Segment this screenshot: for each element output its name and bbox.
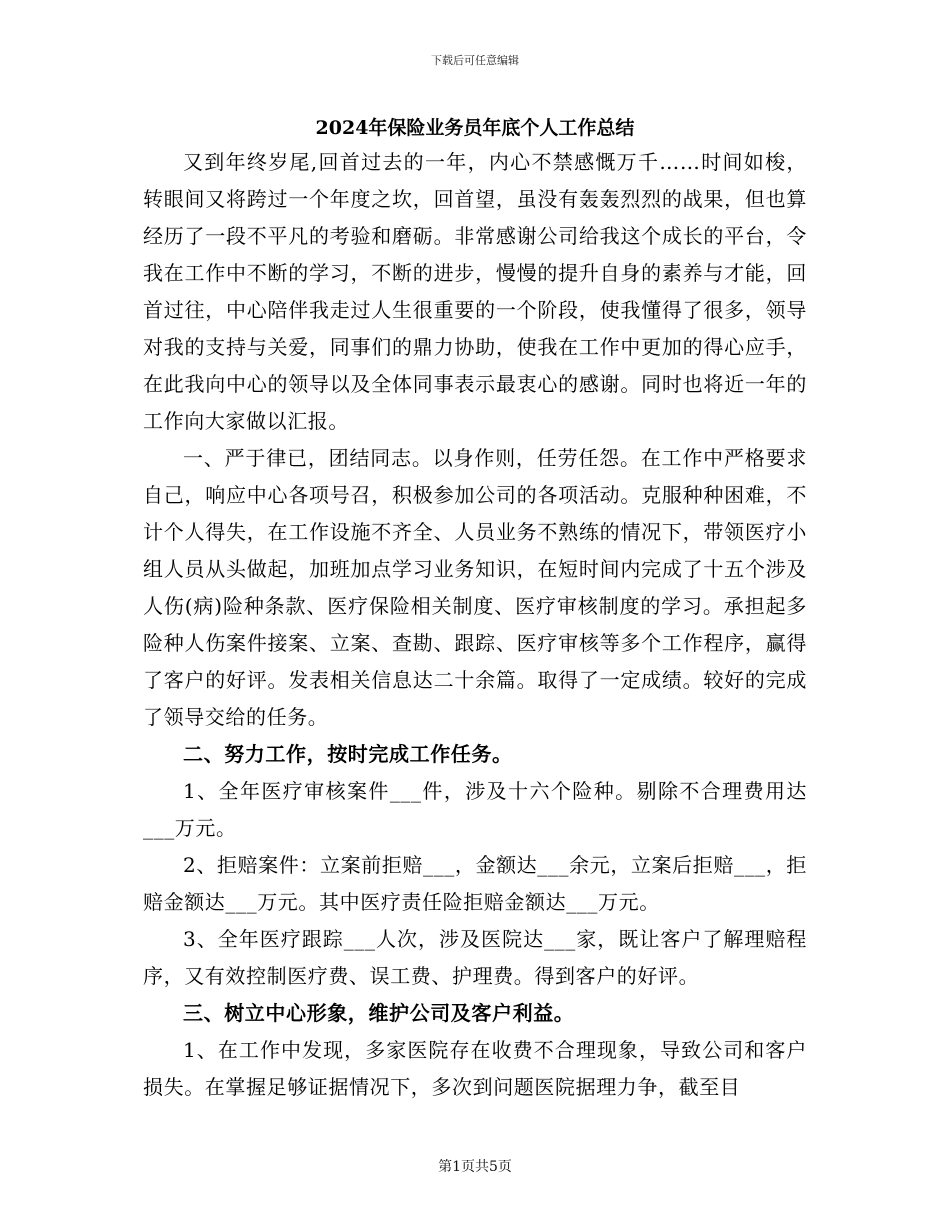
paragraph-item-3-1: 1、在工作中发现，多家医院存在收费不合理现象，导致公司和客户损失。在掌握足够证据情况下，多次到问题医院据理力争，截至目 [143, 1038, 807, 1099]
paragraph-item-2-3: 3、全年医疗跟踪___人次，涉及医院达___家，既让客户了解理赔程序，又有效控制医疗费、误工费、护理费。得到客户的好评。 [143, 927, 807, 988]
paragraph-item-2-2: 2、拒赔案件：立案前拒赔___，金额达___余元，立案后拒赔___，拒赔金额达___万元。其中医疗责任险拒赔金额达___万元。 [143, 853, 807, 914]
document-body [143, 144, 807, 1106]
section-heading-2: 二、努力工作，按时完成工作任务。 [183, 742, 513, 766]
paragraph-section-1: 一、严于律已，团结同志。以身作则，任劳任怨。在工作中严格要求自己，响应中心各项号召，积极参加公司的各项活动。克服种种困难，不计个人得失，在工作设施不齐全、人员业务不熟练的情况下，带领医疗小组人员从头做起，加班加点学习业务知识，在短时间内完成了十五个涉及人伤(病)险种条款、医疗保险相关制度、医疗审核制度的学习。承担起多险种人伤案件接案、立案、查勘、跟踪、医疗审核等多个工作程序，赢得了客户的好评。发表相关信息达二十余篇。取得了一定成绩。较好的完成了领导交给的任务。 [143, 446, 807, 729]
page-header-note: 下载后可任意编辑 [431, 54, 519, 67]
paragraph-item-2-1: 1、全年医疗审核案件___件，涉及十六个险种。剔除不合理费用达___万元。 [143, 779, 807, 840]
document-title: 2024年保险业务员年底个人工作总结 [315, 117, 635, 139]
paragraph-intro: 又到年终岁尾,回首过去的一年，内心不禁感慨万千……时间如梭，转眼间又将跨过一个年度之坎，回首望，虽没有轰轰烈烈的战果，但也算经历了一段不平凡的考验和磨砺。非常感谢公司给我这个成长的平台，令我在工作中不断的学习，不断的进步，慢慢的提升自身的素养与才能，回首过往，中心陪伴我走过人生很重要的一个阶段，使我懂得了很多，领导对我的支持与关爱，同事们的鼎力协助，使我在工作中更加的得心应手，在此我向中心的领导以及全体同事表示最衷心的感谢。同时也将近一年的工作向大家做以汇报。 [143, 150, 807, 433]
page-number: 第1页共5页 [438, 1159, 512, 1175]
section-heading-3: 三、树立中心形象，维护公司及客户利益。 [183, 1001, 575, 1025]
